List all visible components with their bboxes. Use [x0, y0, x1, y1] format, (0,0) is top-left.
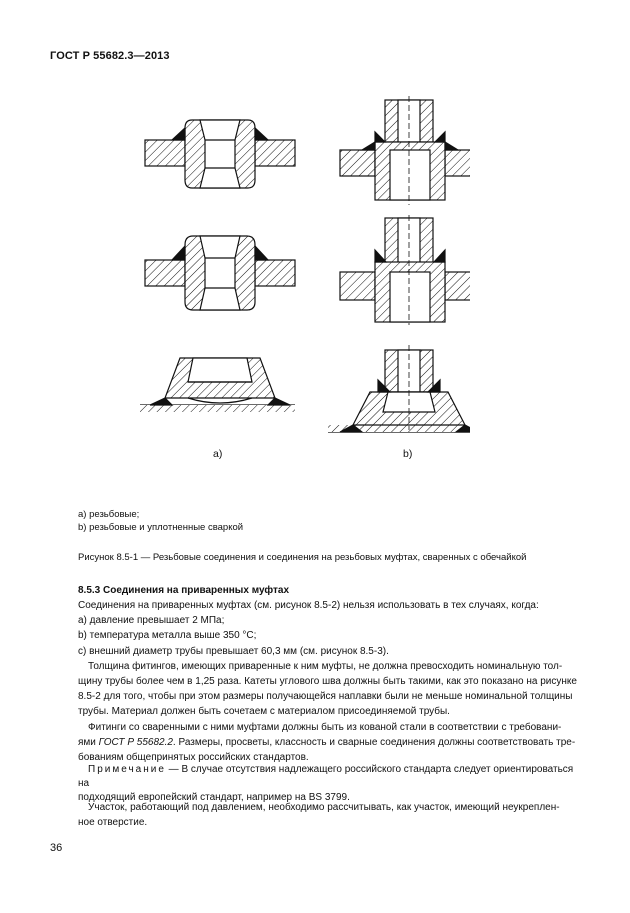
condition-item: b) температура металла выше 350 °С;	[78, 630, 257, 642]
paragraph-line: Участок, работающий под давлением, необходимо рассчитывать, как участок, имеющий неукреплен-	[88, 802, 560, 813]
section-body	[78, 598, 583, 765]
paragraph-line	[78, 735, 583, 750]
paragraph-text: ями	[78, 736, 99, 748]
figure-legend-item: а) резьбовые;	[78, 509, 140, 520]
section-title: 8.5.3 Соединения на приваренных муфтах	[78, 585, 290, 596]
paragraph-line: 8.5-2 для того, чтобы при этом размеры получающейся наплавки были не меньше номинальной толщины	[78, 691, 573, 703]
paragraph-line: трубы. Материал должен быть сочетаем с материалом присоединяемой трубы.	[78, 706, 450, 718]
condition-item: с) внешний диаметр трубы превышает 60,3 мм (см. рисунок 8.5-3).	[78, 645, 389, 657]
figure-a-middle	[145, 236, 295, 310]
figure-b-bottom	[328, 345, 470, 432]
figure-a-top	[145, 120, 295, 188]
paragraph-line: Толщина фитингов, имеющих приваренные к ним муфты, не должна превосходить номинальную тол-	[88, 660, 563, 672]
figure-label-b: b)	[403, 448, 413, 460]
paragraph-text: . Размеры, просветы, классность и сварные соединения должны соответствовать тре-	[172, 736, 576, 748]
pipe-connections-figure	[130, 90, 470, 450]
figure-label-a: а)	[213, 448, 223, 460]
document-header: ГОСТ Р 55682.3—2013	[50, 50, 170, 62]
paragraph-line: бованиям общепринятых российских стандартов.	[78, 752, 309, 764]
figure-b-top	[340, 96, 470, 205]
paragraph-line: щину трубы более чем в 1,25 раза. Катеты углового шва должны быть такими, как это показано на рисунке	[78, 676, 577, 688]
final-paragraph	[78, 800, 583, 830]
note-block	[78, 763, 583, 805]
figure-legend-item: b) резьбовые и уплотненные сваркой	[78, 522, 244, 533]
note-text: — В случае отсутствия надлежащего российского стандарта следует ориентироваться на	[78, 764, 574, 789]
page-number: 36	[50, 842, 63, 854]
condition-item: а) давление превышает 2 МПа;	[78, 615, 225, 627]
figure-caption: Рисунок 8.5-1 — Резьбовые соединения и соединения на резьбовых муфтах, сваренных с обечайкой	[78, 552, 527, 563]
note-line: подходящий европейский стандарт, например на BS 3799.	[78, 792, 350, 803]
paragraph-line: ное отверстие.	[78, 817, 148, 829]
note-line	[78, 763, 583, 791]
paragraph-line: Фитинги со сваренными с ними муфтами должны быть из кованой стали в соответствии с требовани-	[88, 721, 562, 733]
note-label: Примечание	[88, 764, 166, 775]
section-intro: Соединения на приваренных муфтах (см. рисунок 8.5-2) нельзя использовать в тех случаях, когда:	[78, 600, 539, 611]
figure-a-bottom	[140, 358, 295, 412]
figure-b-middle	[340, 215, 470, 325]
standard-reference: ГОСТ Р 55682.2	[98, 736, 173, 748]
